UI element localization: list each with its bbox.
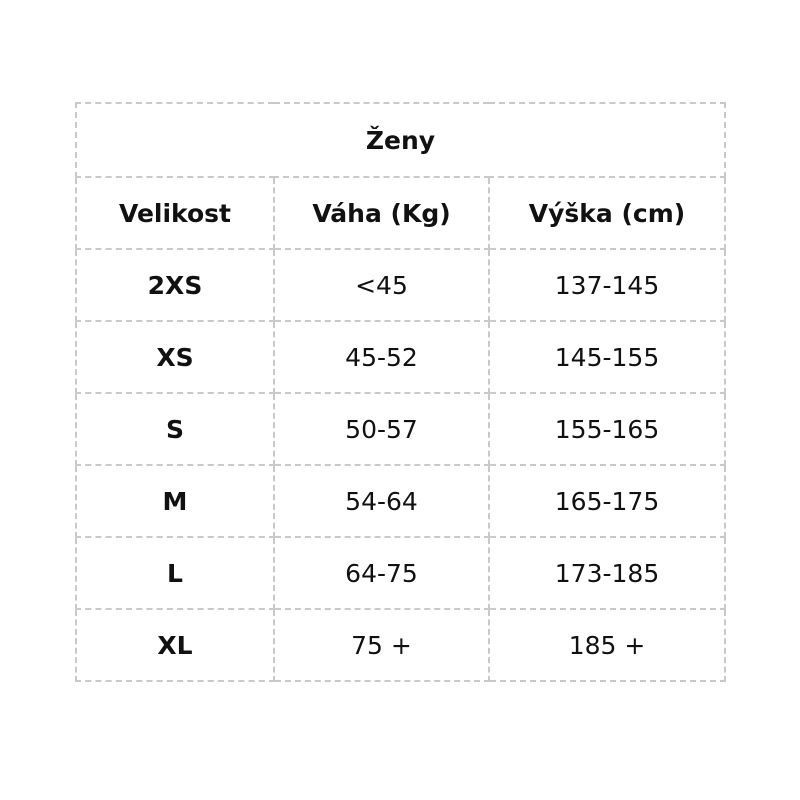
size-cell: L [76,537,274,609]
table-title: Ženy [76,103,725,177]
table-row [76,537,725,609]
height-cell: 165-175 [489,465,725,537]
table-row [76,393,725,465]
header-size: Velikost [76,177,274,249]
weight-cell: 64-75 [274,537,489,609]
weight-cell: 50-57 [274,393,489,465]
table-title-row [76,103,725,177]
height-cell: 185 + [489,609,725,681]
size-cell: XS [76,321,274,393]
table-row [76,321,725,393]
height-cell: 155-165 [489,393,725,465]
height-cell: 145-155 [489,321,725,393]
table-header-row [76,177,725,249]
weight-cell: 45-52 [274,321,489,393]
table-row [76,609,725,681]
size-cell: S [76,393,274,465]
size-cell: 2XS [76,249,274,321]
header-height: Výška (cm) [489,177,725,249]
height-cell: 137-145 [489,249,725,321]
weight-cell: <45 [274,249,489,321]
height-cell: 173-185 [489,537,725,609]
size-cell: XL [76,609,274,681]
table-row [76,249,725,321]
table-row [76,465,725,537]
header-weight: Váha (Kg) [274,177,489,249]
size-chart-table [75,102,726,682]
size-cell: M [76,465,274,537]
weight-cell: 75 + [274,609,489,681]
weight-cell: 54-64 [274,465,489,537]
